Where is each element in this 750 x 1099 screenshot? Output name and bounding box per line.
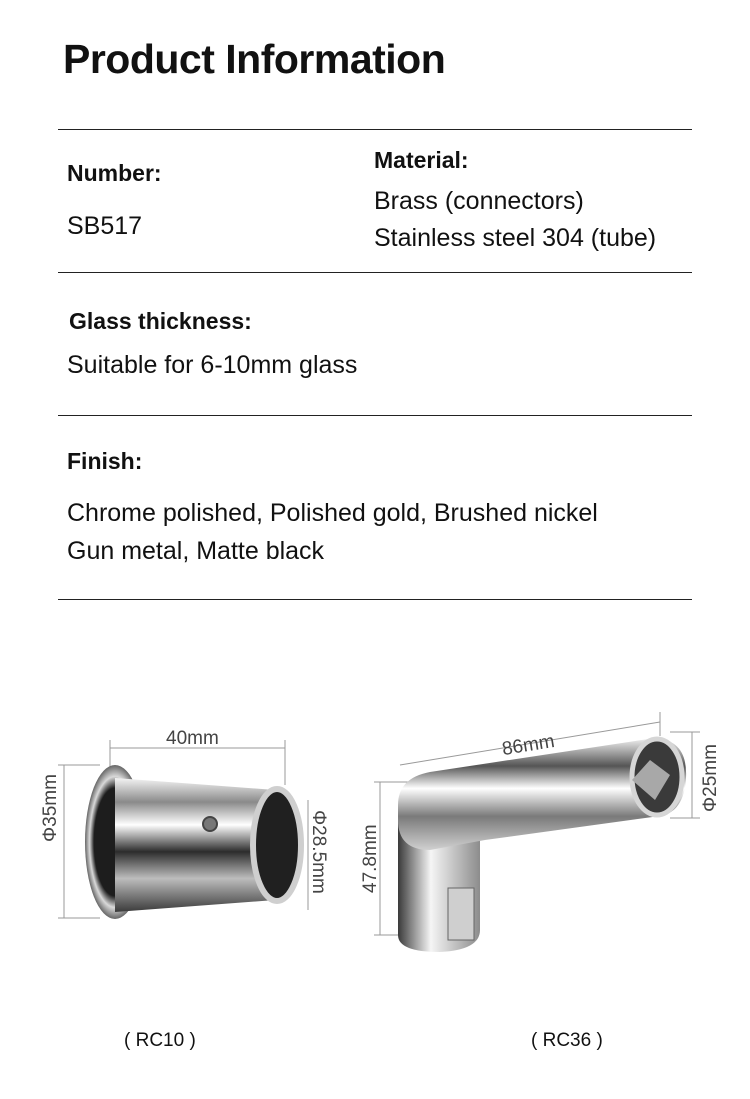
page-title: Product Information bbox=[63, 36, 446, 82]
finish-line-2: Gun metal, Matte black bbox=[67, 537, 325, 565]
glass-label: Glass thickness: bbox=[69, 308, 252, 334]
divider bbox=[58, 599, 692, 600]
finish-line-1: Chrome polished, Polished gold, Brushed nickel bbox=[67, 499, 598, 527]
material-label: Material: bbox=[374, 147, 469, 173]
glass-value: Suitable for 6-10mm glass bbox=[67, 351, 358, 379]
rc36-caption: ( RC36 ) bbox=[531, 1030, 603, 1051]
rc36-height-dim: 47.8mm bbox=[360, 824, 381, 893]
divider bbox=[58, 272, 692, 273]
material-line-2: Stainless steel 304 (tube) bbox=[374, 224, 657, 252]
divider bbox=[58, 415, 692, 416]
number-value: SB517 bbox=[67, 212, 143, 240]
rc36-diameter-dim: Φ25mm bbox=[700, 744, 721, 812]
rc10-caption: ( RC10 ) bbox=[124, 1030, 196, 1051]
rc10-width-dim: 40mm bbox=[166, 728, 219, 749]
rc10-inner-dim: Φ28.5mm bbox=[308, 810, 329, 894]
divider bbox=[58, 129, 692, 130]
material-line-1: Brass (connectors) bbox=[374, 187, 584, 215]
finish-label: Finish: bbox=[67, 448, 143, 474]
number-label: Number: bbox=[67, 160, 162, 186]
rc36-length-dim: 86mm bbox=[500, 731, 557, 761]
rc10-height-dim: Φ35mm bbox=[40, 774, 61, 842]
